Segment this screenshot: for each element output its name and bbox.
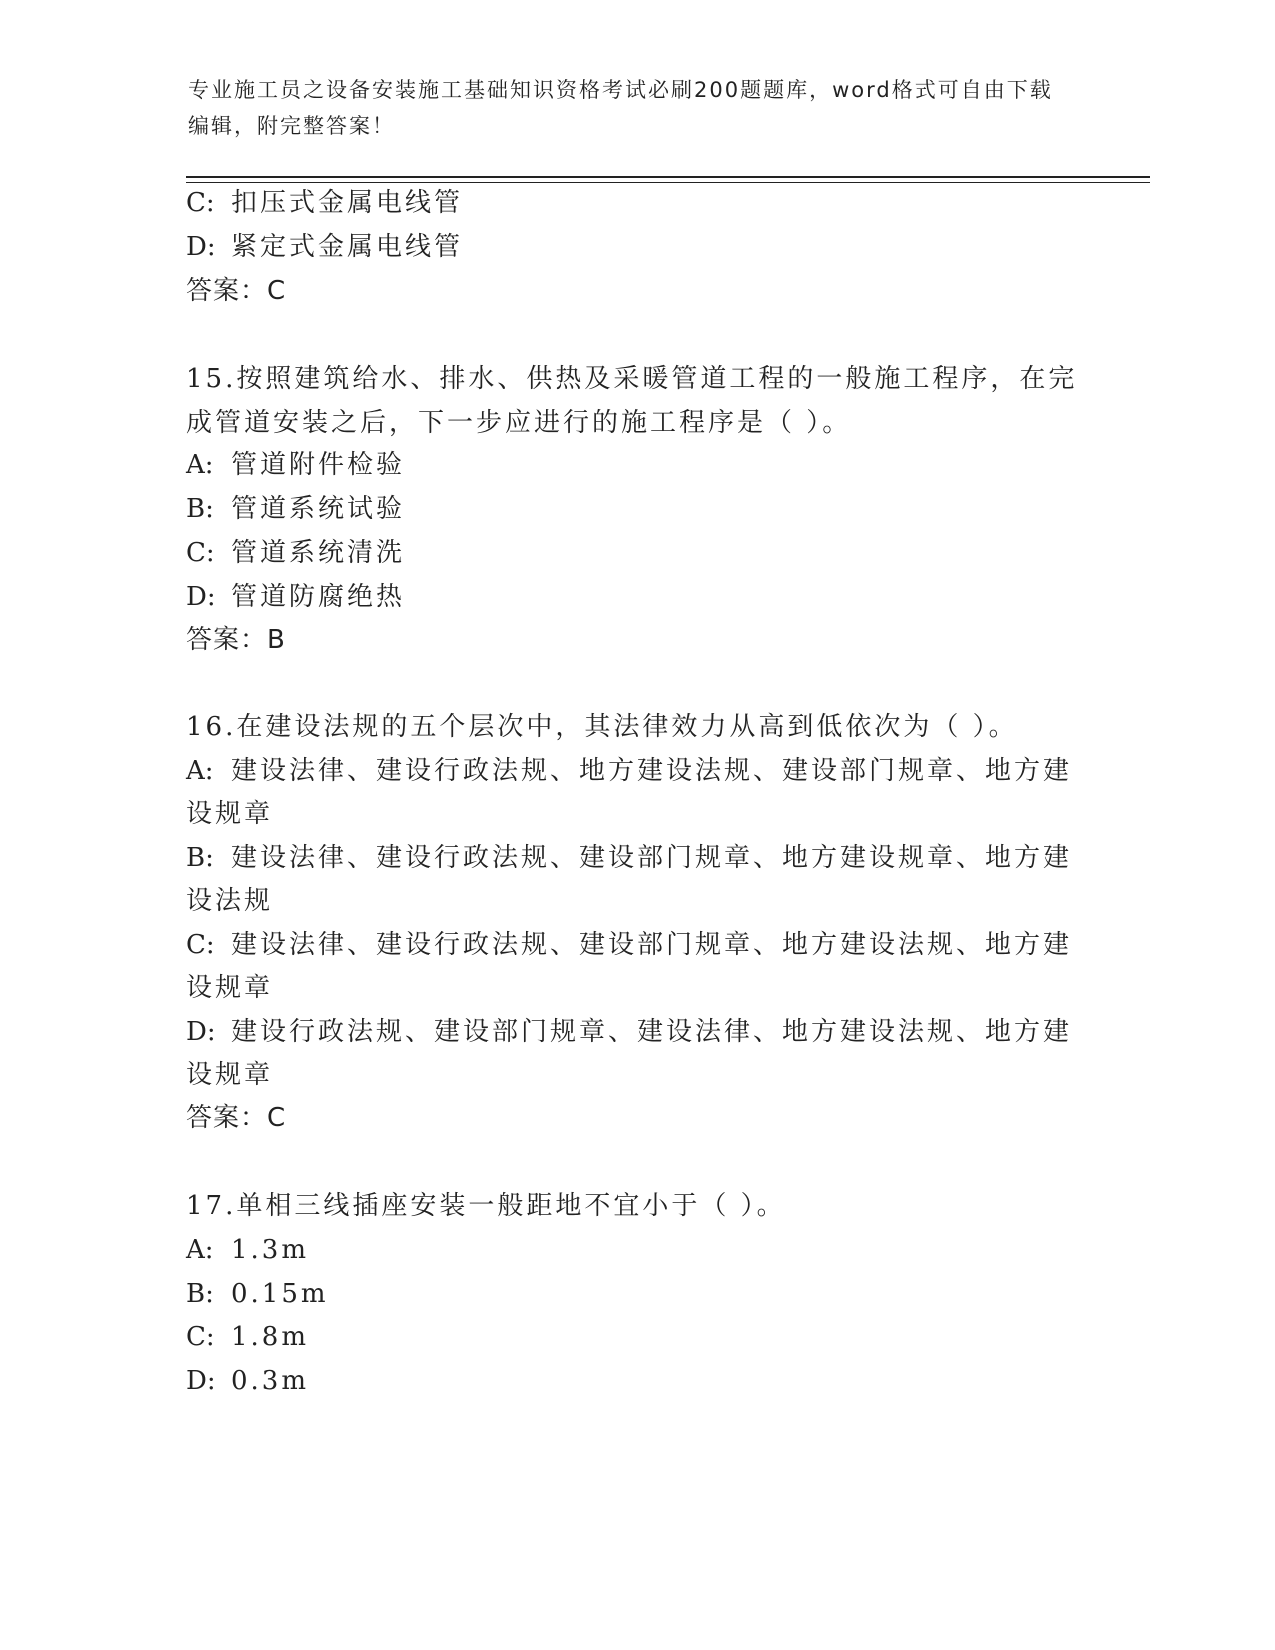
option-c (186, 928, 1072, 962)
option-a-continued: 设规章 (186, 799, 274, 829)
option-a (186, 1233, 309, 1267)
option-label: B: (186, 1279, 214, 1309)
option-label: B: (186, 843, 214, 873)
option-b (186, 1277, 329, 1311)
option-text: 紧定式金属电线管 (231, 232, 464, 262)
option-d (186, 230, 463, 264)
option-label: C: (186, 538, 215, 568)
option-c-continued: 设规章 (186, 973, 274, 1003)
answer-line (186, 623, 286, 657)
option-d (186, 580, 405, 614)
answer-value: B (267, 625, 286, 655)
option-text: 建设法律、建设行政法规、建设部门规章、地方建设法规、地方建 (231, 930, 1073, 960)
option-text: 管道防腐绝热 (231, 582, 406, 612)
answer-value: C (267, 276, 287, 306)
option-label: D: (186, 232, 216, 262)
answer-label: 答案： (186, 625, 268, 655)
option-label: C: (186, 930, 215, 960)
option-label: A: (186, 1235, 214, 1265)
answer-line (186, 274, 286, 308)
option-label: C: (186, 188, 215, 218)
question-stem: 17.单相三线插座安装一般距地不宜小于（ ）。 (186, 1191, 786, 1221)
option-label: D: (186, 1017, 216, 1047)
option-text: 建设行政法规、建设部门规章、建设法律、地方建设法规、地方建 (231, 1017, 1073, 1047)
answer-value: C (267, 1103, 287, 1133)
answer-label: 答案： (186, 1103, 268, 1133)
option-text: 扣压式金属电线管 (231, 188, 464, 218)
header-divider-thin (186, 182, 1150, 183)
option-label: A: (186, 756, 214, 786)
option-b-continued: 设法规 (186, 886, 274, 916)
option-label: D: (186, 582, 216, 612)
option-b (186, 492, 405, 526)
option-text: 管道系统试验 (231, 494, 406, 524)
option-text: 管道附件检验 (231, 450, 406, 480)
option-text: 0.15m (231, 1279, 329, 1309)
option-text: 0.3m (231, 1366, 310, 1396)
option-d (186, 1364, 309, 1398)
option-text: 1.3m (231, 1235, 310, 1265)
option-c (186, 186, 463, 220)
header-divider-thick (186, 176, 1150, 178)
question-stem-continued: 成管道安装之后，下一步应进行的施工程序是（ ）。 (186, 408, 852, 438)
option-text: 1.8m (231, 1322, 310, 1352)
option-d-continued: 设规章 (186, 1060, 274, 1090)
option-text: 管道系统清洗 (231, 538, 406, 568)
option-a (186, 448, 405, 482)
option-label: D: (186, 1366, 216, 1396)
question-stem: 15.按照建筑给水、排水、供热及采暖管道工程的一般施工程序，在完 (186, 364, 1078, 394)
document-header: 专业施工员之设备安装施工基础知识资格考试必刷200题题库，word格式可自由下载编辑，附完整答案！ (188, 78, 1053, 138)
question-stem: 16.在建设法规的五个层次中，其法律效力从高到低依次为（ ）。 (186, 712, 1018, 742)
option-c (186, 536, 405, 570)
option-d (186, 1015, 1072, 1049)
option-b (186, 841, 1072, 875)
option-label: A: (186, 450, 214, 480)
option-a (186, 754, 1072, 788)
answer-line (186, 1101, 286, 1135)
option-text: 建设法律、建设行政法规、地方建设法规、建设部门规章、地方建 (231, 756, 1073, 786)
option-label: C: (186, 1322, 215, 1352)
option-text: 建设法律、建设行政法规、建设部门规章、地方建设规章、地方建 (231, 843, 1073, 873)
answer-label: 答案： (186, 276, 268, 306)
option-c (186, 1320, 309, 1354)
option-label: B: (186, 494, 214, 524)
